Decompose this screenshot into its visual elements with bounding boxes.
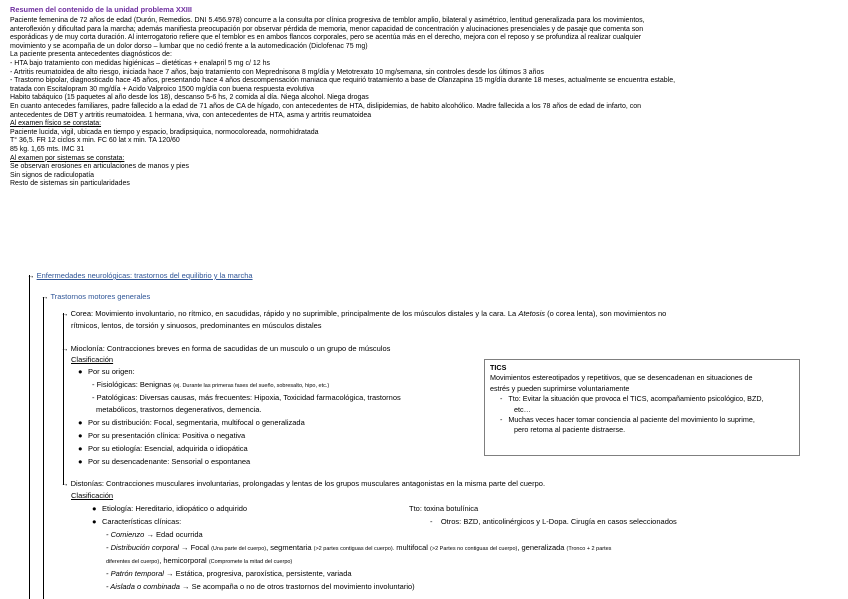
tics-line: Movimientos estereotipados y repetitivos, que se desencadenan en situaciones de [490,373,753,383]
comienzo-label: - Comienzo [106,530,145,539]
distribucion-corporal-line-2 [106,556,292,567]
summary-line: - Artritis reumatoidea de alto riesgo, iniciada hace 7 años, bajo tratamiento con Meprednisona 8 mg/día y Metotrexato 10 mg/semana, sin controles desde los últimos 3 años [10,68,544,76]
distonia-text: Contracciones musculares involuntarias, prolongadas y lentas de los grupos musculares antagonistas en la misma parte del cuerpo. [103,479,546,488]
summary-line: esporádicas y de muy corta duración. Al interrogatorio refiere que el temblor es en ambos flancos corporales, pero se acentúa más en el derecho, mejora con el reposo y se profundiza al realizar cualquier [10,34,642,42]
dist-seg-note: (>2 partes contiguas del cuerpo). [313,546,395,552]
tics-title: TICS [490,363,507,372]
dist-line2-note: diferentes del cuerpo) [106,559,160,565]
exam-line: Paciente lucida, vigil, ubicada en tiempo y espacio, bradipsiquica, normocoloreada, normohidratada [10,128,319,136]
tics-tto-2: etc… [514,404,531,414]
mioclonia-item [61,344,390,354]
systems-line: Resto de sistemas sin particularidades [10,180,130,188]
distribucion-corporal-line [106,543,611,554]
dist-seg: , segmentaria [266,543,314,552]
dash-glyph: - [430,517,441,526]
origen-label: Por su origen: [88,367,135,376]
arrow-icon: → [146,530,154,539]
summary-line: movimiento y se acompaña de un dolor dorso – lumbar que no cedió frente a la automedicación (Diclofenac 75 mg) [10,42,368,50]
bullet-etiologia [78,444,248,454]
patron-temporal-line [106,569,352,579]
mioclonia-label: Mioclonía: [70,344,105,353]
fisio-note: (ej. Durante las primeras fases del sueño, sobresalto, hipo, etc.) [173,383,330,389]
exam-line: T° 36,5. FR 12 ciclos x min. FC 60 lat x min. TA 120/60 [10,137,180,145]
arrow-icon: → [41,292,49,301]
aislada-label: - Aislada o combinada [106,582,180,591]
patologicas-line-2: metabólicos, trastornos degenerativos, demencia. [96,405,262,414]
arrow-icon: → [61,309,69,318]
tics-extra-2: pero retoma al paciente distraerse. [514,425,626,435]
systems-line: Sin signos de radiculopatía [10,171,95,179]
distribucion-label: - Distribución corporal [106,543,179,552]
etiologia-text: Por su etiología: Esencial, adquirida o idiopática [88,444,248,453]
bullet-icon: ● [78,457,83,466]
patron-value: Estática, progresiva, paroxística, persistente, variada [173,569,352,578]
summary-line: - Trastorno bipolar, diagnosticado hace 45 años, presentando hace 4 años descompensación maniaca que requirió tratamiento a base de Olanzapina 15 mg/día durante 18 meses, actualmente se encuentra estable, [10,77,676,85]
summary-line: anteroflexión y dificultad para la marcha; además manifiesta preocupación por observar pérdida de memoria, menor capacidad de concentración y alucinaciones presenciales y de pasaje que comenta son [10,25,644,33]
aislada-line [106,582,415,592]
dist-gen: , generalizada [517,543,567,552]
tree-line-level1 [29,275,30,599]
dash-glyph: - [500,415,509,425]
systems-heading: Al examen por sistemas se constata: [10,154,125,162]
otros-line [430,517,677,527]
arrow-icon: → [61,344,69,353]
bullet-icon: ● [92,504,97,513]
dist-focal-note: (Una parte del cuerpo) [211,546,267,552]
dist-hemi: , hemicorporal [159,556,209,565]
otros-text: Otros: BZD, anticolinérgicos y L-Dopa. Cirugía en casos seleccionados [440,517,677,526]
atetosis-term: Atetosis [518,309,546,318]
bullet-icon: ● [78,367,83,376]
summary-line: En cuanto antecedes familiares, padre fallecido a la edad de 71 años de CA de hígado, con antecedentes de HTA, dislipidemias, de habito alcohólico. Madre fallecida a los 78 años de edad de infarto, con [10,102,642,110]
clasificacion-heading: Clasificación [71,355,114,364]
level1-heading-link[interactable]: Enfermedades neurológicas: trastornos del equilibrio y la marcha [36,271,253,280]
patron-label: - Patrón temporal [106,569,164,578]
bullet-distribucion [78,418,305,428]
comienzo-line [106,530,203,540]
presentacion-text: Por su presentación clínica: Positiva o negativa [88,431,246,440]
patologicas-line: - Patológicas: Diversas causas, más frecuentes: Hipoxia, Toxicidad farmacológica, trastornos [92,393,401,402]
tics-extra-text: Muchas veces hacer tomar conciencia al paciente del movimiento lo suprime, [508,415,755,425]
exam-heading: Al examen físico se constata: [10,120,102,128]
fisio-label: - Fisiológicas: Benignas [92,380,174,389]
bullet-icon: ● [78,444,83,453]
level2-heading[interactable]: Trastornos motores generales [50,292,151,301]
summary-line: Habito tabáquico (15 paquetes al año desde los 18), descanso 5-6 hs, 2 comida al día. Niega alcohol. Niega drogas [10,94,369,102]
distonia-item [61,479,545,489]
dist-multi-note: (>2 Partes no contiguas del cuerpo) [430,546,518,552]
bullet-desencadenante [78,457,250,467]
corea-text-3: rítmicos, lentos, de torsión y sinuosos, predominantes en músculos distales [71,321,322,330]
distribucion-text: Por su distribución: Focal, segmentaria, multifocal o generalizada [88,418,305,427]
dist-hemi-note: (Compromete la mitad del cuerpo) [208,559,293,565]
comienzo-value: Edad ocurrida [153,530,203,539]
arrow-icon: → [182,582,190,591]
caracteristicas-text: Características clínicas: [102,517,182,526]
bullet-origen [78,367,135,377]
systems-line: Se observan erosiones en articulaciones de manos y pies [10,163,189,171]
bullet-caracteristicas [92,517,181,527]
desencadenante-text: Por su desencadenante: Sensorial o espontanea [88,457,251,466]
arrow-icon: → [181,543,189,552]
tree-line-level2 [43,297,44,599]
clasificacion-heading-2: Clasificación [71,491,114,500]
arrow-icon: → [166,569,174,578]
arrow-icon: → [61,479,69,488]
dist-gen-note: (Tronco + 2 partes [566,546,612,552]
exam-line: 85 kg. 1,65 mts. IMC 31 [10,145,85,153]
bullet-icon: ● [78,431,83,440]
bullet-etiologia-2 [92,504,247,514]
tics-tto-text: Tto: Evitar la situación que provoca el TICS, acompañamiento psicológico, BZD, [508,394,764,404]
summary-line: antecedentes de DBT y artritis reumatoidea. 1 hermana, viva, con antecedentes de HTA, asma y artritis reumatoidea [10,111,372,119]
outline-level2 [41,292,150,302]
corea-text: Movimiento involuntario, no rítmico, en sacudidas, rápido y no suprimible, principalmente de los músculos distales y la cara. La [93,309,519,318]
tics-tto [490,394,794,404]
tics-box [484,359,800,456]
bullet-presentacion [78,431,245,441]
summary-line: tratada con Escitalopram 30 mg/día + Acido Valproico 1500 mg/día con buena respuesta evolutiva [10,85,314,93]
corea-label: Corea: [70,309,94,318]
corea-item [61,309,666,319]
distonia-label: Distonías: [70,479,104,488]
dist-multi: multifocal [394,543,431,552]
tics-extra [490,415,794,425]
bullet-icon: ● [78,418,83,427]
etiologia2-text: Etiología: Hereditario, idiopático o adquirido [102,504,248,513]
outline-level1 [27,271,253,281]
tics-line: estrés y pueden suprimirse voluntariamente [490,383,630,393]
tto-line: Tto: toxina botulínica [409,504,479,513]
dist-focal: Focal [188,543,212,552]
corea-text-2: (o corea lenta), son movimientos no [545,309,667,318]
fisiologicas-line [92,380,329,391]
tree-line-level3 [63,313,64,485]
aislada-value: Se acompaña o no de otros trastornos del movimiento involuntario) [189,582,415,591]
summary-line: La paciente presenta antecedentes diagnósticos de: [10,51,172,59]
summary-paragraph [10,17,675,189]
summary-line: Paciente femenina de 72 años de edad (Durón, Remedios. DNI 5.456.978) concurre a la consulta por clínica progresiva de temblor amplio, bilateral y asimétrico, lentitud generalizada para los movimientos, [10,17,645,24]
mioclonia-text: Contracciones breves en forma de sacudidas de un musculo o un grupo de músculos [104,344,391,353]
dash-glyph: - [500,394,509,404]
summary-title: Resumen del contenido de la unidad problema XXIII [10,5,192,14]
arrow-icon: → [27,271,35,280]
bullet-icon: ● [92,517,97,526]
summary-line: - HTA bajo tratamiento con medidas higiénicas – dietéticas + enalapril 5 mg c/ 12 hs [10,59,270,67]
